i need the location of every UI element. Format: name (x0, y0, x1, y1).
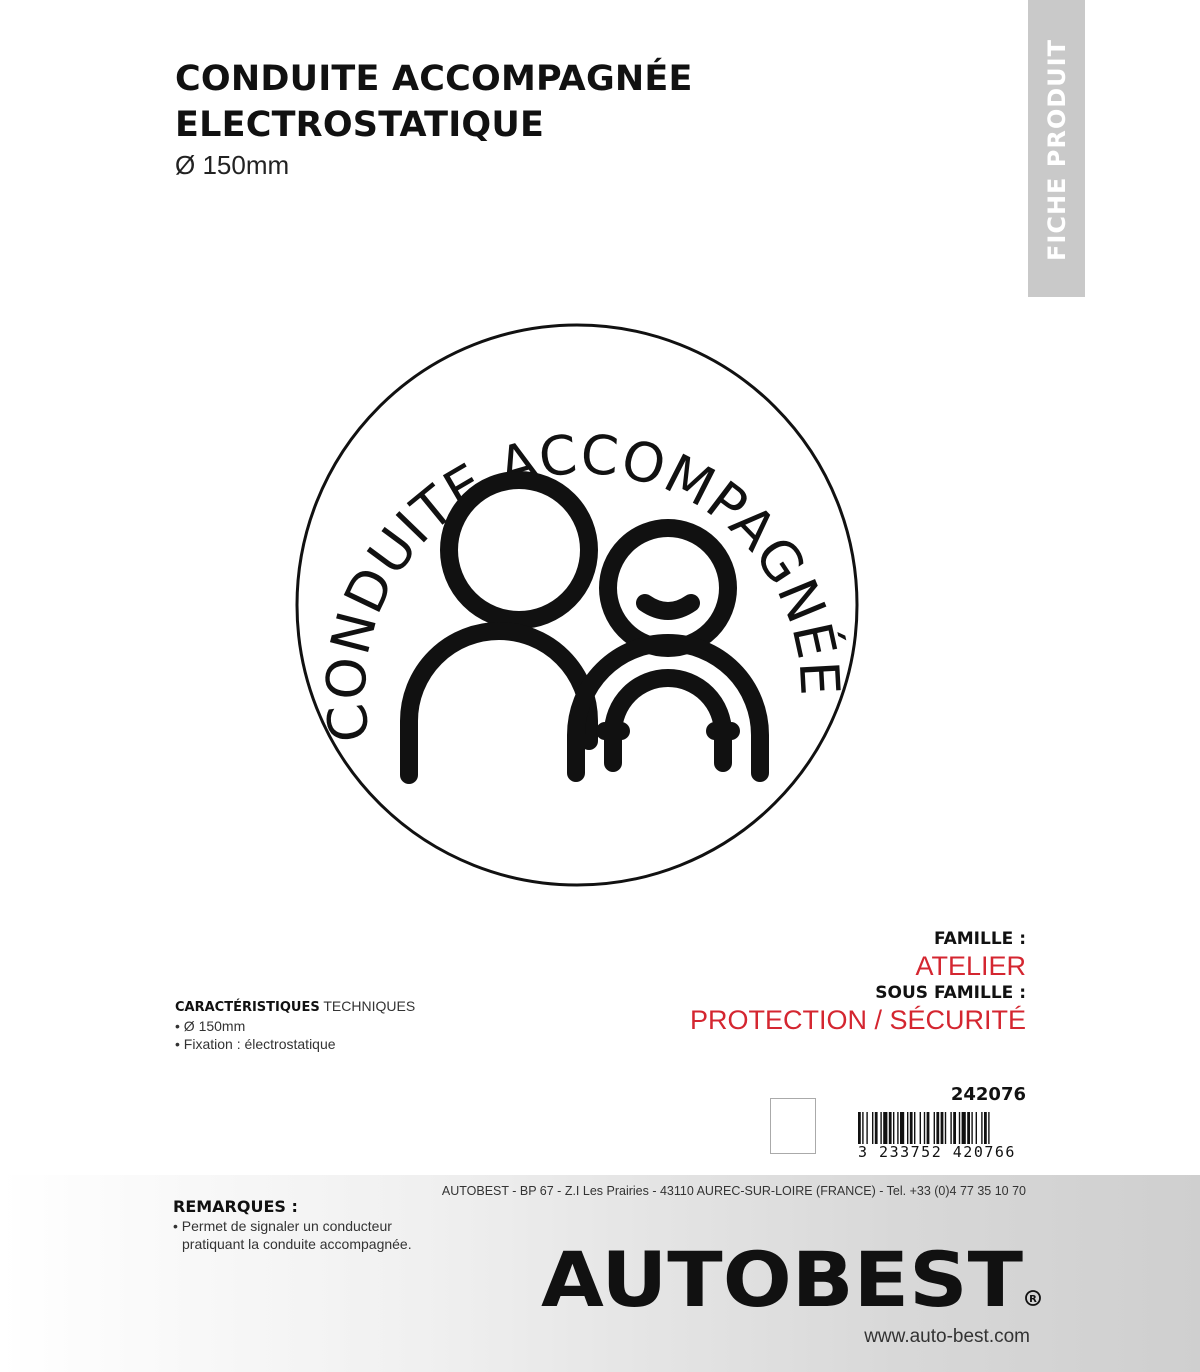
specs-heading (175, 997, 415, 1017)
title-line-1: CONDUITE ACCOMPAGNÉE (175, 59, 693, 99)
sous-famille-value: PROTECTION / SÉCURITÉ (689, 1005, 1026, 1035)
barcode-bar (883, 1112, 887, 1144)
barcode-bar (976, 1112, 977, 1144)
sign-arc-text: CONDUITE ACCOMPAGNÉE (314, 422, 852, 746)
barcode-bar (897, 1112, 898, 1144)
barcode-bar (875, 1112, 878, 1144)
barcode-bar (934, 1112, 935, 1144)
svg-text:R: R (1029, 1294, 1037, 1305)
barcode-bar (941, 1112, 944, 1144)
barcode-bar (988, 1112, 989, 1144)
spec-item: • Ø 150mm (175, 1018, 246, 1034)
technical-specs (175, 997, 415, 1053)
barcode-bar (900, 1112, 904, 1144)
barcode-bar (936, 1112, 939, 1144)
remarques-line-2: pratiquant la conduite accompagnée. (182, 1236, 412, 1252)
barcode-bar (920, 1112, 921, 1144)
barcode-bar (914, 1112, 915, 1144)
side-tab-label: FICHE PRODUIT (1042, 39, 1071, 261)
barcode-bar (862, 1112, 863, 1144)
product-classification (690, 928, 1026, 1036)
barcode-bar (889, 1112, 892, 1144)
sticker-sign (295, 323, 859, 887)
famille-value: ATELIER (915, 951, 1026, 981)
remarques-line-1: • Permet de signaler un conducteur (173, 1218, 392, 1234)
product-diameter: Ø 150mm (175, 150, 290, 180)
barcode-bar (984, 1112, 987, 1144)
barcode-icon (858, 1112, 1030, 1144)
remarques-text (173, 1217, 412, 1253)
registered-mark-icon (1026, 1291, 1040, 1305)
barcode-number: 3 233752 420766 (858, 1143, 1016, 1161)
barcode-bar (950, 1112, 951, 1144)
barcode-bar (910, 1112, 913, 1144)
autobest-logo (541, 1240, 1041, 1314)
barcode-bar (927, 1112, 930, 1144)
barcode-bar (880, 1112, 881, 1144)
barcode-bar (893, 1112, 894, 1144)
barcode-bar (981, 1112, 982, 1144)
barcode-bar (959, 1112, 960, 1144)
barcode-bar (945, 1112, 946, 1144)
fiche-produit-tab (1028, 0, 1085, 297)
product-thumbnail (770, 1098, 816, 1154)
barcode-bar (967, 1112, 970, 1144)
sous-famille-label: SOUS FAMILLE : (875, 983, 1026, 1003)
product-title (175, 56, 693, 148)
product-reference: 242076 (950, 1084, 1026, 1105)
barcode-bar (907, 1112, 908, 1144)
barcode-bar (953, 1112, 956, 1144)
barcode-bar (866, 1112, 867, 1144)
barcode-bar (872, 1112, 873, 1144)
logo-wordmark: AUTOBEST (541, 1240, 1024, 1314)
famille-label: FAMILLE : (933, 929, 1026, 949)
website-link[interactable]: www.auto-best.com (864, 1326, 1030, 1347)
barcode-bar (962, 1112, 966, 1144)
spec-item: • Fixation : électrostatique (175, 1036, 336, 1052)
remarques-label: REMARQUES : (173, 1197, 298, 1216)
remarques-section (173, 1197, 412, 1253)
barcode-bar (924, 1112, 925, 1144)
specs-heading-bold: CARACTÉRISTIQUES (175, 1000, 320, 1015)
barcode-bar (971, 1112, 972, 1144)
title-line-2: ELECTROSTATIQUE (175, 105, 545, 145)
barcode-bar (858, 1112, 861, 1144)
company-address: AUTOBEST - BP 67 - Z.I Les Prairies - 43110 AUREC-SUR-LOIRE (FRANCE) - Tel. +33 (0)4 77 35 10 70 (441, 1184, 1026, 1198)
specs-heading-rest: TECHNIQUES (319, 998, 416, 1014)
